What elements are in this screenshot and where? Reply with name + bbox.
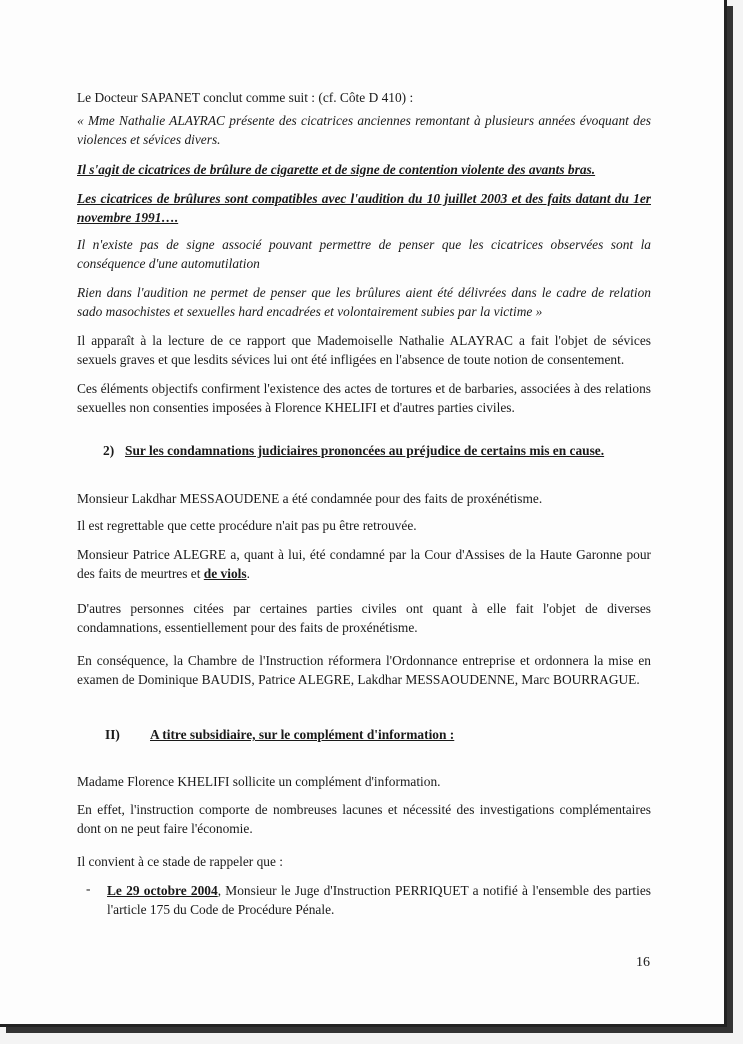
paragraph: Le Docteur SAPANET conclut comme suit : (cf. Côte D 410) : <box>77 90 414 105</box>
text: Monsieur Patrice ALEGRE a, quant à lui, été condamné par la Cour d'Assises de la Haute Garonne pour des faits de meurtres et <box>77 547 651 581</box>
page-number: 16 <box>636 955 650 970</box>
quote-emphasis: Il s'agit de cicatrices de brûlure de cigarette et de signe de contention violente des avants bras. <box>77 162 596 177</box>
paragraph: Ces éléments objectifs confirment l'existence des actes de tortures et de barbaries, associées à des relations sexuelles non consenties imposées à Florence KHELIFI et d'autres parties civiles. <box>77 381 651 415</box>
bullet-dash: - <box>86 881 91 896</box>
section-heading: Sur les condamnations judiciaires prononcées au préjudice de certains mis en cause. <box>125 443 605 458</box>
paragraph: Il apparaît à la lecture de ce rapport que Mademoiselle Nathalie ALAYRAC a fait l'objet de sévices sexuels graves et que lesdits sévices lui ont été infligées en l'absence de toute notion de consentement. <box>77 333 651 367</box>
bullet-item <box>107 881 651 919</box>
text: . <box>246 566 250 581</box>
quote-emphasis: Les cicatrices de brûlures sont compatibles avec l'audition du 10 juillet 2003 et des faits datant du 1er novembre 1991…. <box>77 191 651 225</box>
bullet-date: Le 29 octobre 2004 <box>107 883 218 898</box>
section-number: 2) <box>103 443 115 458</box>
paragraph: Monsieur Lakdhar MESSAOUDENE a été condamnée pour des faits de proxénétisme. <box>77 491 543 506</box>
paragraph: En conséquence, la Chambre de l'Instruction réformera l'Ordonnance entreprise et ordonnera la mise en examen de Dominique BAUDIS, Patrice ALEGRE, Lakdhar MESSAOUDENNE, Marc BOURRAGUE. <box>77 653 651 687</box>
quote-paragraph: Il n'existe pas de signe associé pouvant permettre de penser que les cicatrices observées sont la conséquence d'une automutilation <box>77 237 651 271</box>
emphasis: de viols <box>203 566 247 581</box>
paragraph: Il est regrettable que cette procédure n'ait pas pu être retrouvée. <box>77 518 417 533</box>
quote-paragraph: Rien dans l'audition ne permet de penser que les brûlures aient été délivrées dans le cadre de relation sado masochistes et sexuelles hard encadrées et volontairement subies par la victime » <box>77 285 651 319</box>
section-number: II) <box>105 727 120 742</box>
paragraph: Madame Florence KHELIFI sollicite un complément d'information. <box>77 774 441 789</box>
paragraph: En effet, l'instruction comporte de nombreuses lacunes et nécessité des investigations complémentaires dont on ne peut faire l'économie. <box>77 802 651 836</box>
bullet-text: , Monsieur le Juge d'Instruction PERRIQUET a notifié à l'ensemble des parties l'article 175 du Code de Procédure Pénale. <box>107 883 651 917</box>
quote-paragraph: « Mme Nathalie ALAYRAC présente des cicatrices anciennes remontant à plusieurs années évoquant des violences et sévices divers. <box>77 113 651 147</box>
paragraph <box>77 545 651 583</box>
section-heading: A titre subsidiaire, sur le complément d'information : <box>150 727 455 742</box>
paragraph: D'autres personnes citées par certaines parties civiles ont quant à elle fait l'objet de diverses condamnations, essentiellement pour des faits de proxénétisme. <box>77 601 651 635</box>
paragraph: Il convient à ce stade de rappeler que : <box>77 854 283 869</box>
